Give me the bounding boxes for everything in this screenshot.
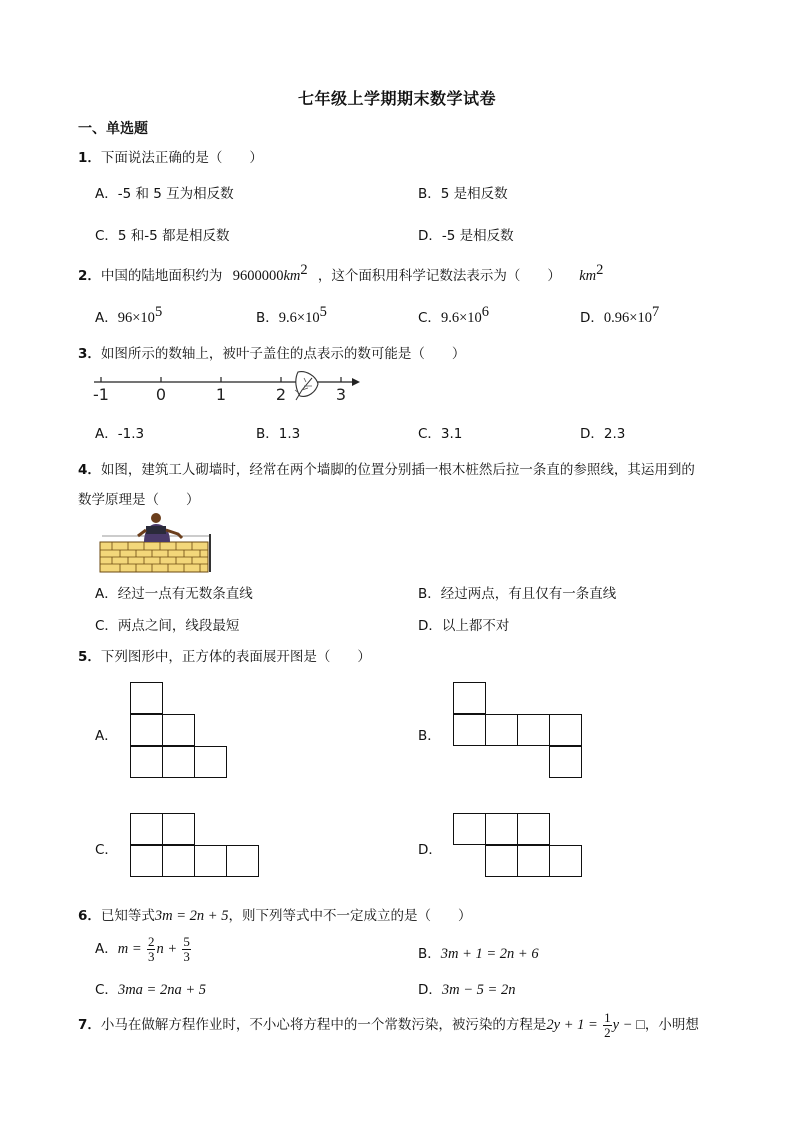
q6-option-b bbox=[418, 942, 539, 963]
net-square bbox=[226, 845, 259, 877]
question-text: 如图所示的数轴上，被叶子盖住的点表示的数可能是（ ） bbox=[100, 346, 466, 362]
question-2-stem bbox=[78, 264, 603, 285]
page-title: 七年级上学期期末数学试卷 bbox=[297, 89, 496, 108]
question-text-post: ，小明想 bbox=[644, 1017, 699, 1033]
option-exponent: 5 bbox=[154, 304, 163, 320]
net-square bbox=[162, 714, 195, 746]
question-text-pre: 小马在做解方程作业时，不小心将方程中的一个常数污染，被污染的方程是 bbox=[100, 1017, 547, 1033]
net-square bbox=[485, 714, 518, 746]
net-square bbox=[517, 714, 550, 746]
q4-option-d: D．以上都不对 bbox=[418, 618, 510, 634]
question-3-stem bbox=[78, 342, 465, 362]
numerator: 1 bbox=[604, 1009, 611, 1025]
net-square bbox=[194, 746, 227, 778]
area-unit-exponent: 2 bbox=[300, 262, 308, 278]
q3-option-c: C．3.1 bbox=[418, 426, 463, 442]
q5-net-c bbox=[130, 813, 262, 879]
option-equation: 3m − 5 = 2n bbox=[441, 982, 516, 998]
q3-option-a: A．-1.3 bbox=[95, 426, 145, 442]
question-text-pre: 中国的陆地面积约为 bbox=[100, 268, 223, 284]
q1-option-c: C．5 和-5 都是相反数 bbox=[95, 228, 230, 244]
option-exponent: 7 bbox=[651, 304, 660, 320]
q4-option-a: A．经过一点有无数条直线 bbox=[95, 586, 253, 602]
denominator: 3 bbox=[147, 948, 155, 964]
leaf-icon bbox=[295, 372, 318, 400]
q4-option-c: C．两点之间，线段最短 bbox=[95, 618, 240, 634]
net-square bbox=[130, 746, 163, 778]
question-4-stem-line2: 数学原理是（ ） bbox=[78, 492, 200, 508]
tick-label: 1 bbox=[215, 385, 227, 404]
q5-option-b-label: B． bbox=[418, 728, 441, 744]
number-line-figure bbox=[90, 368, 370, 408]
option-label: A． bbox=[95, 310, 118, 326]
q5-option-c-label: C． bbox=[95, 842, 118, 858]
option-mantissa: 96×10 bbox=[117, 310, 155, 326]
question-4-stem-line1 bbox=[78, 458, 695, 478]
option-label: D． bbox=[580, 310, 604, 326]
net-square bbox=[130, 845, 163, 877]
net-square bbox=[453, 714, 486, 746]
option-label: B． bbox=[418, 946, 441, 962]
question-number: 2． bbox=[78, 268, 101, 284]
option-label: A． bbox=[95, 941, 118, 957]
numerator: 2 bbox=[147, 933, 155, 949]
equation-middle: n + bbox=[156, 941, 178, 957]
area-value: 9600000 bbox=[232, 268, 284, 284]
equation-lhs: m = bbox=[117, 941, 142, 957]
question-number: 7． bbox=[78, 1017, 101, 1033]
net-square bbox=[130, 813, 163, 845]
net-square bbox=[162, 746, 195, 778]
equation-left: 2y + 1 = bbox=[546, 1017, 598, 1033]
net-square bbox=[549, 714, 582, 746]
net-square bbox=[549, 845, 582, 877]
q6-option-a bbox=[95, 932, 192, 966]
question-text: 如图，建筑工人砌墙时，经常在两个墙脚的位置分别插一根木桩然后拉一条直的参照线，其运用到的 bbox=[100, 462, 695, 478]
q2-option-c bbox=[418, 306, 489, 327]
q3-option-d: D．2.3 bbox=[580, 426, 626, 442]
question-text: 下面说法正确的是（ ） bbox=[100, 150, 263, 166]
fraction-two-thirds bbox=[147, 935, 156, 964]
q5-net-d bbox=[453, 813, 585, 879]
option-exponent: 5 bbox=[319, 304, 327, 320]
q1-option-d: D．-5 是相反数 bbox=[418, 228, 514, 244]
equation-right: y − □ bbox=[612, 1017, 645, 1033]
net-square bbox=[485, 845, 518, 877]
q6-option-d bbox=[418, 978, 515, 999]
option-label: D． bbox=[418, 982, 442, 998]
q5-option-d-label: D． bbox=[418, 842, 442, 858]
option-label: B． bbox=[256, 310, 279, 326]
net-square bbox=[130, 714, 163, 746]
tick-label: 3 bbox=[335, 385, 347, 404]
number-line-arrow bbox=[352, 378, 360, 386]
q1-option-b: B．5 是相反数 bbox=[418, 186, 508, 202]
q2-option-a bbox=[95, 306, 162, 327]
given-equation: 3m = 2n + 5 bbox=[154, 908, 229, 924]
option-mantissa: 0.96×10 bbox=[603, 310, 652, 326]
net-square bbox=[549, 746, 582, 778]
net-square bbox=[517, 845, 550, 877]
question-number: 5． bbox=[78, 649, 101, 665]
net-square bbox=[194, 845, 227, 877]
option-label: C． bbox=[418, 310, 441, 326]
option-label: C． bbox=[95, 982, 118, 998]
q5-net-a bbox=[130, 682, 230, 780]
net-square bbox=[162, 845, 195, 877]
net-square bbox=[453, 813, 486, 845]
q5-option-a-label: A． bbox=[95, 728, 118, 744]
tick-label: 2 bbox=[275, 385, 287, 404]
fraction-one-half bbox=[603, 1011, 612, 1040]
q6-option-c bbox=[95, 978, 206, 999]
question-6-stem bbox=[78, 904, 471, 925]
option-mantissa: 9.6×10 bbox=[278, 310, 320, 326]
net-square bbox=[453, 682, 486, 714]
net-square bbox=[130, 682, 163, 714]
question-text-post: ，这个面积用科学记数法表示为（ ） bbox=[317, 268, 561, 284]
denominator: 2 bbox=[604, 1024, 611, 1040]
option-equation: 3m + 1 = 2n + 6 bbox=[440, 946, 539, 962]
q2-option-d bbox=[580, 306, 659, 327]
tick-label: 0 bbox=[155, 385, 167, 404]
q5-net-b bbox=[453, 682, 585, 780]
net-square bbox=[162, 813, 195, 845]
net-square bbox=[485, 813, 518, 845]
q2-option-b bbox=[256, 306, 327, 327]
question-number: 1． bbox=[78, 150, 101, 166]
tail-unit: km bbox=[579, 268, 597, 284]
tick-label: -1 bbox=[93, 385, 109, 404]
tail-unit-exponent: 2 bbox=[596, 262, 604, 278]
net-square bbox=[517, 813, 550, 845]
option-equation: 3ma = 2na + 5 bbox=[117, 982, 206, 998]
option-mantissa: 9.6×10 bbox=[440, 310, 482, 326]
question-5-stem bbox=[78, 645, 371, 665]
question-number: 4． bbox=[78, 462, 101, 478]
question-text-post: ，则下列等式中不一定成立的是（ ） bbox=[228, 908, 472, 924]
fraction-five-thirds bbox=[182, 935, 191, 964]
worker-figure bbox=[138, 513, 182, 542]
area-unit: km bbox=[283, 268, 301, 284]
q4-option-b: B．经过两点，有且仅有一条直线 bbox=[418, 586, 617, 602]
section-heading-single-choice: 一、单选题 bbox=[78, 121, 148, 137]
option-exponent: 6 bbox=[481, 304, 489, 320]
question-1-stem bbox=[78, 146, 263, 166]
question-7-stem bbox=[78, 1008, 699, 1042]
question-number: 3． bbox=[78, 346, 101, 362]
numerator: 5 bbox=[183, 933, 190, 949]
q1-option-a: A．-5 和 5 互为相反数 bbox=[95, 186, 234, 202]
q3-option-b: B．1.3 bbox=[256, 426, 301, 442]
question-text-pre: 已知等式 bbox=[100, 908, 155, 924]
question-text: 下列图形中，正方体的表面展开图是（ ） bbox=[100, 649, 371, 665]
question-number: 6． bbox=[78, 908, 101, 924]
bricklayer-illustration bbox=[98, 512, 222, 574]
denominator: 3 bbox=[183, 948, 190, 964]
